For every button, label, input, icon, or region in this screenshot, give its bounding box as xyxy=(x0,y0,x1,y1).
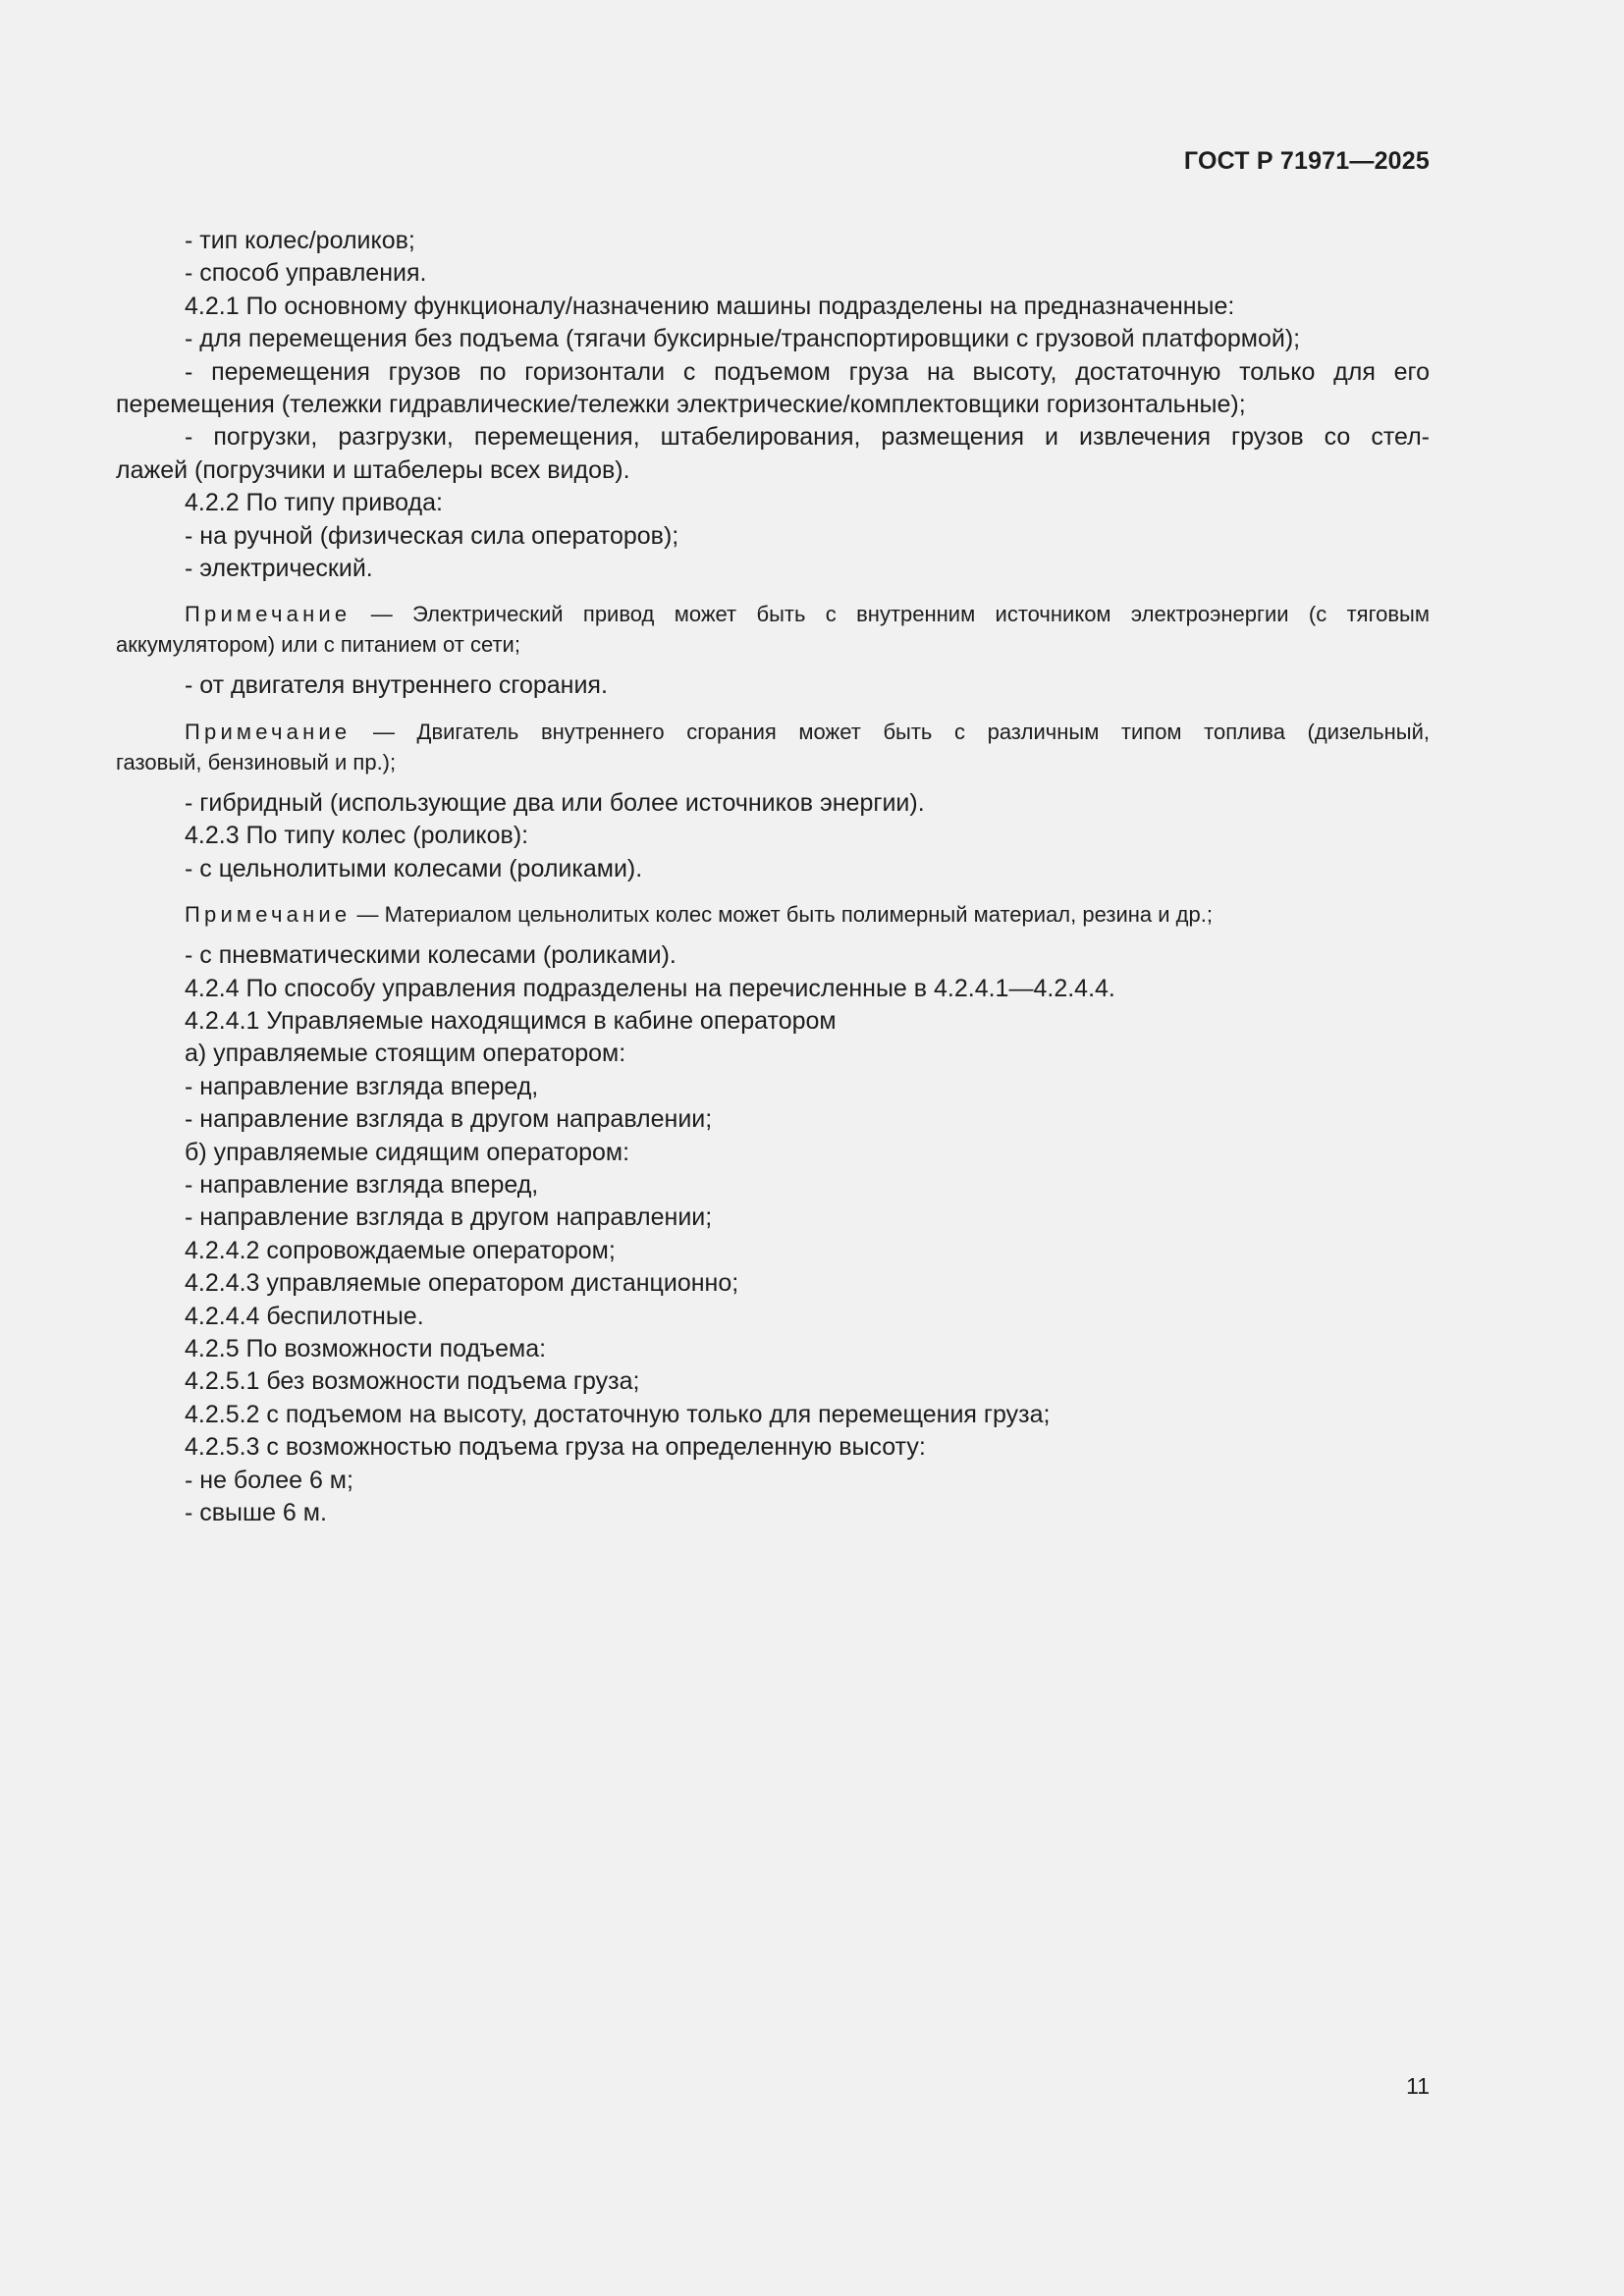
note-label: Примечание xyxy=(185,902,352,928)
list-item: - электрический. xyxy=(185,555,373,583)
list-item: - на ручной (физическая сила операторов); xyxy=(185,521,679,550)
list-item: - гибридный (использующие два или более источников энергии). xyxy=(185,788,925,817)
note-text: — Материалом цельнолитых колес может быть полимерный материал, резина и др.; xyxy=(351,902,1213,928)
list-item: - не более 6 м; xyxy=(185,1466,353,1494)
note-solid-wheels xyxy=(116,899,1430,930)
clause-4-2-3: 4.2.3 По типу колес (роликов): xyxy=(185,822,529,850)
list-item-continuation: лажей (погрузчики и штабелеры всех видов). xyxy=(116,455,630,484)
list-item: - погрузки, разгрузки, перемещения, штабелирования, размещения и извлечения грузов со стел- xyxy=(185,423,1430,452)
clause-4-2-4-4: 4.2.4.4 беспилотные. xyxy=(185,1302,424,1330)
clause-4-2-5-2: 4.2.5.2 с подъемом на высоту, достаточную только для перемещения груза; xyxy=(185,1400,1051,1428)
list-item: - с цельнолитыми колесами (роликами). xyxy=(185,854,643,882)
note-text-continuation: аккумулятором) или с питанием от сети; xyxy=(116,632,520,658)
list-item: - от двигателя внутреннего сгорания. xyxy=(185,671,608,700)
note-combustion-engine xyxy=(116,717,1430,777)
clause-4-2-5-3: 4.2.5.3 с возможностью подъема груза на определенную высоту: xyxy=(185,1433,926,1462)
list-item: - для перемещения без подъема (тягачи буксирные/транспортировщики с грузовой платформой); xyxy=(185,325,1301,353)
document-body xyxy=(116,225,1430,1529)
clause-4-2-2: 4.2.2 По типу привода: xyxy=(185,489,443,517)
clause-4-2-4-3: 4.2.4.3 управляемые оператором дистанционно; xyxy=(185,1269,739,1298)
note-electric-drive xyxy=(116,599,1430,660)
note-label: Примечание xyxy=(185,719,352,744)
clause-4-2-4-1: 4.2.4.1 Управляемые находящимся в кабине оператором xyxy=(185,1006,837,1035)
clause-4-2-5: 4.2.5 По возможности подъема: xyxy=(185,1334,547,1362)
clause-4-2-4: 4.2.4 По способу управления подразделены на перечисленные в 4.2.4.1—4.2.4.4. xyxy=(185,974,1115,1002)
list-item: - направление взгляда в другом направлении; xyxy=(185,1105,713,1134)
list-item: - направление взгляда вперед, xyxy=(185,1170,539,1199)
clause-4-2-4-2: 4.2.4.2 сопровождаемые оператором; xyxy=(185,1236,616,1264)
list-item: - тип колес/роликов; xyxy=(185,227,415,254)
list-item: - свыше 6 м. xyxy=(185,1499,327,1526)
note-text-continuation: газовый, бензиновый и пр.); xyxy=(116,749,397,774)
list-item: - направление взгляда в другом направлении; xyxy=(185,1203,713,1232)
clause-4-2-5-1: 4.2.5.1 без возможности подъема груза; xyxy=(185,1367,640,1396)
list-item-continuation: перемещения (тележки гидравлические/тележки электрические/комплектовщики горизонтальные); xyxy=(116,391,1246,419)
list-item: б) управляемые сидящим оператором: xyxy=(185,1138,630,1166)
note-label: Примечание xyxy=(185,602,352,627)
list-item: - перемещения грузов по горизонтали с подъемом груза на высоту, достаточную только для его xyxy=(185,357,1430,386)
note-text: — Электрический привод может быть с внутренним источником электроэнергии (с тяговым xyxy=(351,602,1430,627)
list-item: - способ управления. xyxy=(185,259,427,288)
list-item: - направление взгляда вперед, xyxy=(185,1072,539,1100)
page-number: 11 xyxy=(1406,2073,1430,2099)
clause-4-2-1: 4.2.1 По основному функционалу/назначению машины подразделены на предназначенные: xyxy=(185,292,1235,320)
document-header: ГОСТ Р 71971—2025 xyxy=(1183,147,1430,175)
list-item: - с пневматическими колесами (роликами). xyxy=(185,941,677,970)
list-item: а) управляемые стоящим оператором: xyxy=(185,1040,626,1068)
note-text: — Двигатель внутреннего сгорания может быть с различным типом топлива (дизельный, xyxy=(351,719,1430,744)
